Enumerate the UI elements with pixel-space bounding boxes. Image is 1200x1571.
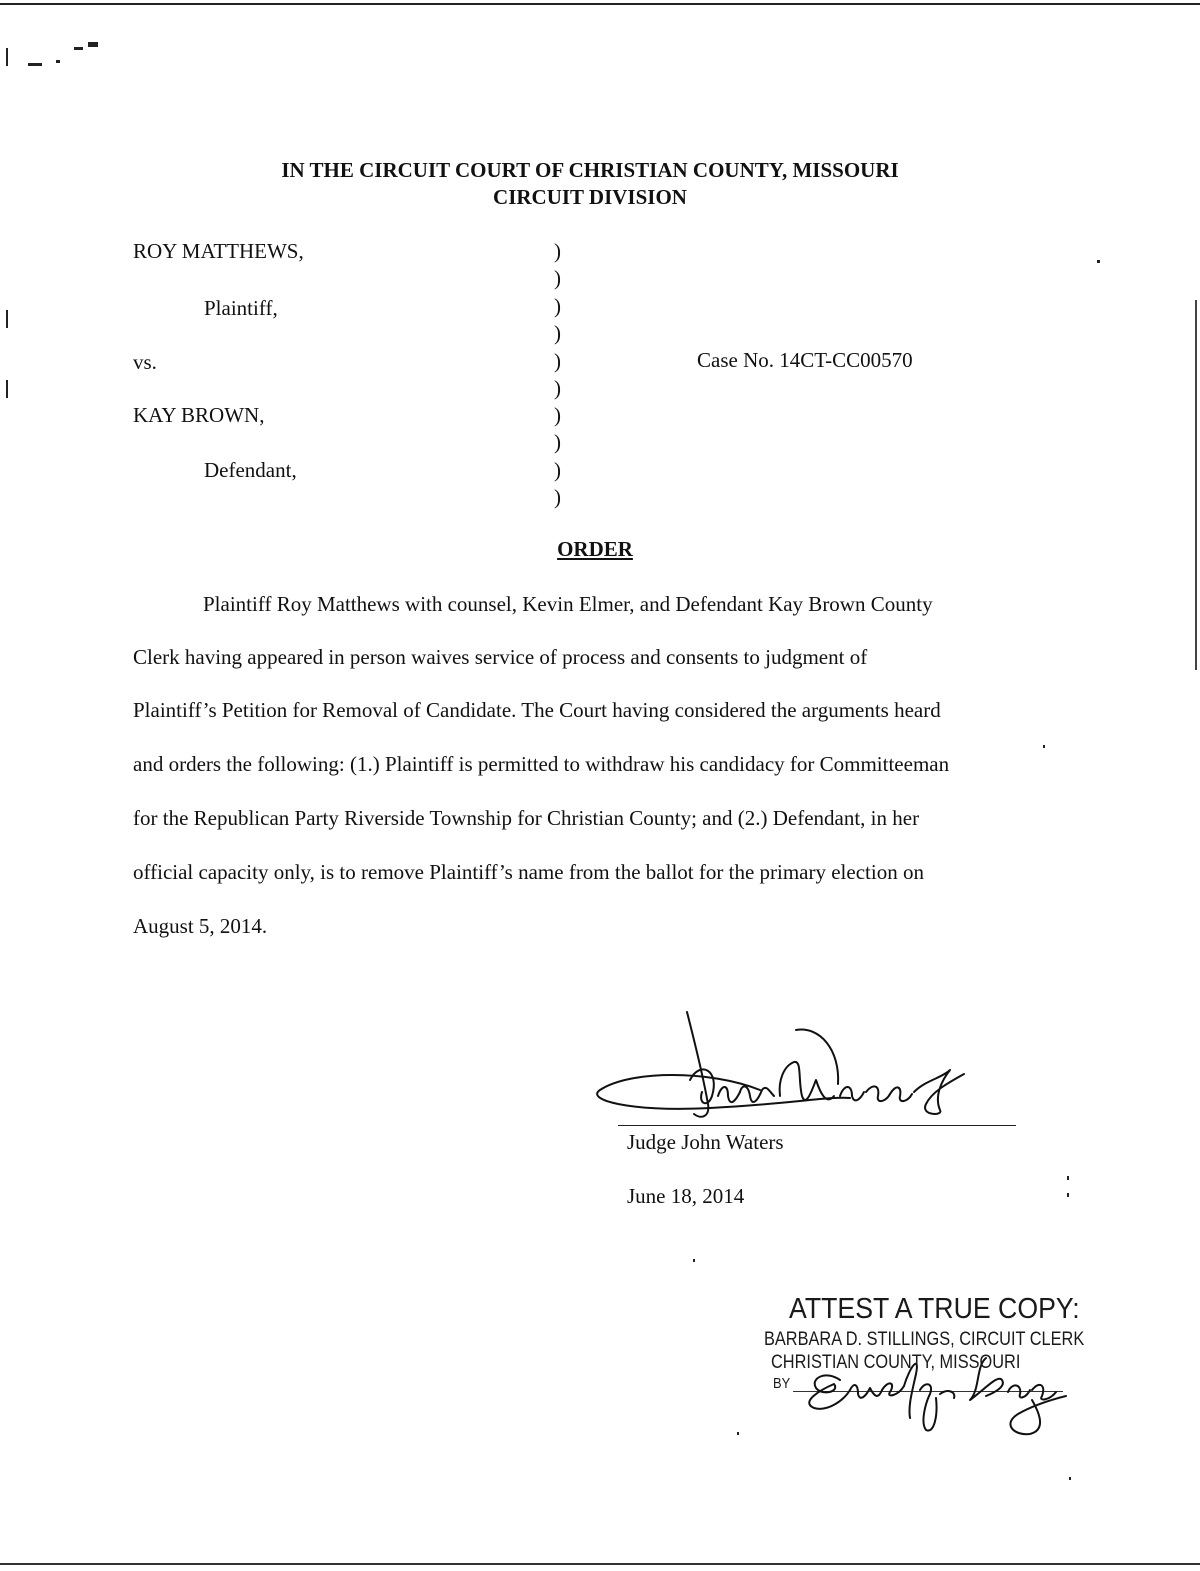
caption-paren: )	[554, 321, 561, 345]
order-body-line: for the Republican Party Riverside Township for Christian County; and (2.) Defendant, in her	[133, 806, 920, 830]
order-body-line: August 5, 2014.	[133, 914, 268, 938]
scan-speck	[56, 60, 60, 63]
plaintiff-name: ROY MATTHEWS,	[133, 239, 304, 263]
order-body-line: Plaintiff’s Petition for Removal of Candidate. The Court having considered the arguments heard	[133, 698, 941, 722]
caption-paren: )	[554, 294, 561, 318]
scan-speck	[6, 48, 8, 66]
caption-paren: )	[554, 430, 561, 454]
judge-signature	[590, 1000, 1030, 1130]
order-title: ORDER	[557, 537, 633, 561]
attest-stamp-clerk: BARBARA D. STILLINGS, CIRCUIT CLERK	[764, 1329, 1085, 1350]
scan-speck	[1067, 1193, 1069, 1197]
order-date: June 18, 2014	[627, 1184, 745, 1208]
scan-speck	[6, 310, 8, 328]
order-body-line: Clerk having appeared in person waives service of process and consents to judgment of	[133, 645, 868, 669]
scan-speck	[737, 1432, 739, 1435]
caption-paren: )	[554, 349, 561, 373]
defendant-role: Defendant,	[204, 458, 297, 482]
caption-paren: )	[554, 266, 561, 290]
caption-paren: )	[554, 403, 561, 427]
scan-speck	[88, 42, 98, 47]
court-heading-line1: IN THE CIRCUIT COURT OF CHRISTIAN COUNTY, MISSOURI	[281, 158, 899, 182]
scan-speck	[28, 63, 42, 66]
case-number: Case No. 14CT-CC00570	[697, 348, 913, 372]
scan-speck	[1097, 260, 1100, 263]
scan-speck	[693, 1259, 695, 1262]
order-body-line: and orders the following: (1.) Plaintiff is permitted to withdraw his candidacy for Committeeman	[133, 752, 950, 776]
caption-paren: )	[554, 458, 561, 482]
caption-paren: )	[554, 239, 561, 263]
judge-name: Judge John Waters	[627, 1130, 784, 1154]
attest-stamp-by: BY	[773, 1375, 791, 1392]
court-heading-line2: CIRCUIT DIVISION	[493, 185, 687, 209]
caption-paren: )	[554, 485, 561, 509]
plaintiff-role: Plaintiff,	[204, 296, 278, 320]
scan-speck	[1043, 745, 1045, 748]
attest-stamp-county: CHRISTIAN COUNTY, MISSOURI	[771, 1352, 1021, 1373]
scan-speck	[1069, 1477, 1071, 1480]
scan-edge-bottom	[0, 1563, 1200, 1565]
defendant-name: KAY BROWN,	[133, 403, 265, 427]
scan-speck	[1067, 1176, 1069, 1180]
attest-stamp-title: ATTEST A TRUE COPY:	[789, 1293, 1080, 1325]
scan-speck	[6, 380, 8, 398]
caption-paren: )	[554, 376, 561, 400]
signature-line	[618, 1125, 1016, 1126]
scan-edge-top	[0, 3, 1200, 5]
clerk-signature	[770, 1330, 1070, 1440]
scan-edge-right	[1195, 300, 1197, 670]
scan-speck	[74, 47, 83, 50]
order-body-line: official capacity only, is to remove Plaintiff’s name from the ballot for the primary election on	[133, 860, 924, 884]
versus-label: vs.	[133, 350, 157, 374]
order-body-line: Plaintiff Roy Matthews with counsel, Kevin Elmer, and Defendant Kay Brown County	[203, 592, 933, 616]
